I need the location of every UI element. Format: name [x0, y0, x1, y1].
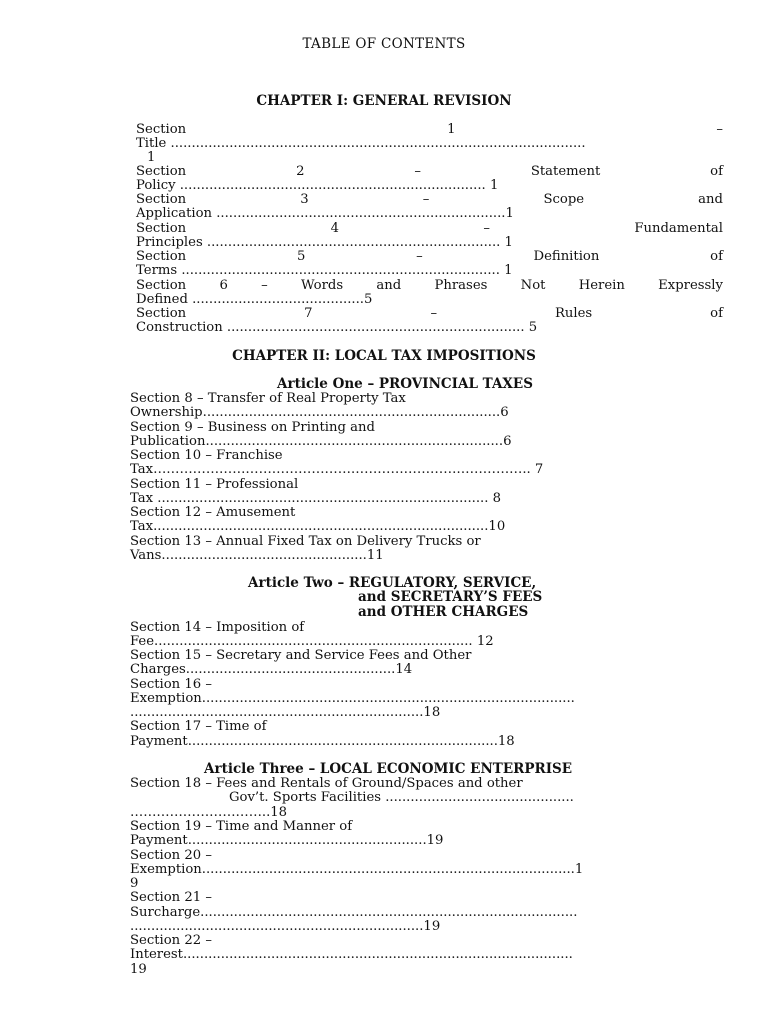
- toc-word: 5: [296, 249, 306, 264]
- toc-word: 2: [296, 164, 305, 179]
- toc-entry-sec1-line2: Title ...................................................................................................: [136, 136, 586, 151]
- toc-word: Statement: [530, 164, 601, 179]
- toc-line: Charges..................................................14: [130, 662, 413, 677]
- toc-word: –: [422, 192, 430, 207]
- toc-line: Payment.........................................................19: [130, 833, 444, 848]
- toc-line: ......................................................................18: [130, 705, 441, 720]
- toc-word: 3: [300, 192, 309, 207]
- toc-word: –: [483, 221, 490, 236]
- toc-line: Section 11 – Professional: [130, 477, 299, 492]
- article2-heading-line3: and OTHER CHARGES: [358, 604, 529, 620]
- toc-word: –: [430, 306, 438, 321]
- toc-entry-sec4-line1: [136, 221, 723, 236]
- toc-line: Section 20 –: [130, 848, 212, 863]
- toc-line: ......................................................................19: [130, 919, 441, 934]
- toc-word: 7: [304, 306, 313, 321]
- toc-line: Section 8 – Transfer of Real Property Tax: [130, 391, 406, 406]
- toc-line: Exemption.........................................................................................: [130, 691, 575, 706]
- toc-word: –: [414, 164, 421, 179]
- toc-word: Expressly: [658, 278, 723, 293]
- toc-word: and: [698, 192, 723, 207]
- toc-line: Section 21 –: [130, 890, 212, 905]
- toc-line: Section 9 – Business on Printing and: [130, 420, 375, 435]
- toc-word: Fundamental: [634, 221, 723, 236]
- toc-word: of: [710, 164, 723, 179]
- toc-entry-sec1-line1: [136, 122, 723, 137]
- chapter2-heading: CHAPTER II: LOCAL TAX IMPOSITIONS: [232, 348, 536, 364]
- article2-heading-line2: and SECRETARY’S FEES: [358, 589, 543, 605]
- toc-word: Words: [301, 278, 344, 293]
- toc-line: Fee............................................................................ 12: [130, 634, 494, 649]
- toc-line: Section 19 – Time and Manner of: [130, 819, 353, 834]
- toc-line: Surcharge..........................................................................................: [130, 905, 578, 920]
- toc-line: Publication.......................................................................6: [130, 434, 512, 449]
- toc-line: 9: [130, 876, 139, 891]
- toc-line: Section 18 – Fees and Rentals of Ground/Spaces and other: [130, 776, 523, 791]
- article2-heading-line1: Article Two – REGULATORY, SERVICE,: [248, 575, 537, 591]
- toc-word: Herein: [578, 278, 625, 293]
- toc-line: Section 17 – Time of: [130, 719, 267, 734]
- toc-entry-sec5-line1: [136, 249, 723, 264]
- toc-entry-sec5-line2: Terms ............................................................................ 1: [136, 263, 513, 278]
- toc-line: Interest.............................................................................................: [130, 947, 573, 962]
- toc-word: and: [376, 278, 402, 293]
- toc-word: –: [716, 122, 723, 137]
- toc-line: Tax………………………………………………………………………….. 7: [130, 462, 544, 477]
- toc-line: …………………………..18: [130, 805, 288, 820]
- toc-word: Section: [136, 221, 187, 236]
- toc-entry-sec7-line2: Construction ....................................................................... 5: [136, 320, 538, 335]
- toc-word: Section: [136, 306, 187, 321]
- toc-entry-sec4-line2: Principles ...................................................................... 1: [136, 235, 513, 250]
- toc-line: Tax................................................................................10: [130, 519, 506, 534]
- toc-line: Section 15 – Secretary and Service Fees and Other: [130, 648, 472, 663]
- toc-line: Exemption.........................................................................................1: [130, 862, 584, 877]
- toc-word: 4: [330, 221, 339, 236]
- toc-line: Vans.................................................11: [130, 548, 384, 563]
- toc-word: Definition: [533, 249, 600, 264]
- toc-line: Section 22 –: [130, 933, 212, 948]
- toc-line: Section 10 – Franchise: [130, 448, 283, 463]
- toc-line: Section 14 – Imposition of: [130, 620, 305, 635]
- toc-entry-sec3-line2: Application .....................................................................1: [136, 206, 514, 221]
- toc-word: of: [710, 249, 723, 264]
- toc-word: Section: [136, 164, 187, 179]
- toc-word: Section: [136, 278, 187, 293]
- toc-entry-sec2-line2: Policy ......................................................................... 1: [136, 178, 499, 193]
- article1-heading: Article One – PROVINCIAL TAXES: [277, 376, 533, 392]
- toc-word: Section: [136, 249, 187, 264]
- toc-line: Section 16 –: [130, 677, 212, 692]
- toc-entry-sec3-line1: [136, 192, 723, 207]
- toc-word: of: [710, 306, 723, 321]
- toc-word: Phrases: [434, 278, 488, 293]
- toc-line: Section 13 – Annual Fixed Tax on Delivery Trucks or: [130, 534, 481, 549]
- toc-line: 19: [130, 962, 147, 977]
- toc-entry-sec7-line1: [136, 306, 723, 321]
- toc-word: Rules: [554, 306, 593, 321]
- article3-heading: Article Three – LOCAL ECONOMIC ENTERPRISE: [204, 761, 573, 777]
- toc-line: Ownership.......................................................................6: [130, 405, 509, 420]
- toc-word: 1: [447, 122, 456, 137]
- toc-entry-sec6-line1: [136, 278, 723, 293]
- toc-line: Payment..........................................................................18: [130, 734, 515, 749]
- toc-entry-sec2-line1: [136, 164, 723, 179]
- toc-entry-sec6-line2: Defined .........................................5: [136, 292, 373, 307]
- toc-title: TABLE OF CONTENTS: [302, 36, 466, 52]
- toc-word: 6: [219, 278, 228, 293]
- toc-word: –: [416, 249, 423, 264]
- chapter1-heading: CHAPTER I: GENERAL REVISION: [256, 93, 512, 109]
- toc-line: Gov’t. Sports Facilities .............................................: [229, 790, 574, 805]
- toc-entry-sec1-page: 1: [147, 150, 156, 165]
- toc-word: Section: [136, 122, 187, 137]
- toc-word: Scope: [543, 192, 585, 207]
- toc-line: Section 12 – Amusement: [130, 505, 296, 520]
- toc-word: Section: [136, 192, 187, 207]
- toc-line: Tax ............................................................................... 8: [130, 491, 502, 506]
- toc-word: Not: [520, 278, 546, 293]
- toc-word: –: [261, 278, 268, 293]
